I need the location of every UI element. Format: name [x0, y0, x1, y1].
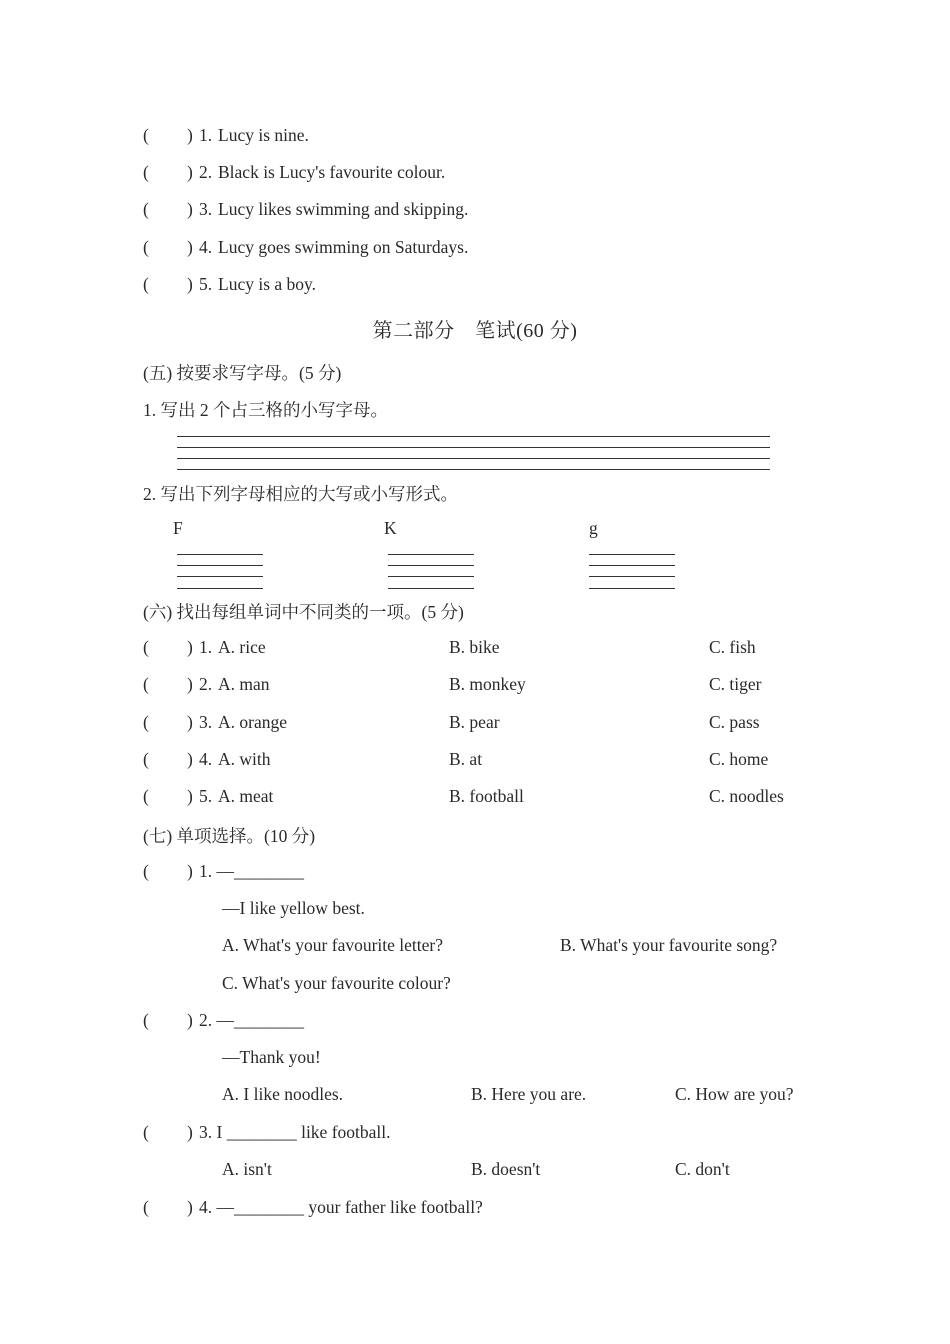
letter-prompt: g — [589, 518, 598, 538]
answer-paren-close: ) — [187, 162, 193, 182]
option-b: B. doesn't — [471, 1159, 541, 1179]
answer-paren-open: ( — [143, 786, 149, 806]
answer-paren-close: ) — [187, 712, 193, 732]
answer-paren-open: ( — [143, 712, 149, 732]
letter-grid-K[interactable] — [388, 554, 474, 590]
part-title: 第二部分 笔试(60 分) — [372, 320, 578, 342]
option-a: A. isn't — [222, 1159, 272, 1179]
item-number: 4. — [199, 237, 213, 257]
option-a: A. What's your favourite letter? — [222, 935, 444, 955]
option-c: C. noodles — [709, 786, 784, 806]
question-stem: 1. —________ — [199, 861, 304, 881]
item-text: Black is Lucy's favourite colour. — [218, 162, 446, 182]
option-a: A. I like noodles. — [222, 1084, 344, 1104]
option-b: B. pear — [449, 712, 500, 732]
option-a: A. orange — [218, 712, 288, 732]
item-number: 3. — [199, 712, 213, 732]
section-heading: (六) 找出每组单词中不同类的一项。(5 分) — [143, 602, 464, 622]
option-b: B. at — [449, 749, 483, 769]
answer-paren-open: ( — [143, 674, 149, 694]
answer-paren-close: ) — [187, 861, 193, 881]
option-c: C. What's your favourite colour? — [222, 973, 451, 993]
question-stem: 3. I ________ like football. — [199, 1122, 391, 1142]
answer-paren-open: ( — [143, 861, 149, 881]
answer-paren-close: ) — [187, 637, 193, 657]
answer-paren-open: ( — [143, 1122, 149, 1142]
letter-grid-g[interactable] — [589, 554, 675, 590]
option-c: C. don't — [675, 1159, 730, 1179]
option-b: B. Here you are. — [471, 1084, 587, 1104]
answer-paren-open: ( — [143, 162, 149, 182]
option-b: B. bike — [449, 637, 500, 657]
option-a: A. man — [218, 674, 270, 694]
answer-paren-close: ) — [187, 1197, 193, 1217]
item-number: 5. — [199, 274, 213, 294]
item-number: 4. — [199, 749, 213, 769]
section-heading: (七) 单项选择。(10 分) — [143, 826, 316, 846]
answer-paren-open: ( — [143, 199, 149, 219]
answer-paren-open: ( — [143, 1197, 149, 1217]
answer-paren-open: ( — [143, 125, 149, 145]
item-number: 1. — [199, 125, 213, 145]
option-a: A. rice — [218, 637, 266, 657]
letter-prompt: F — [173, 518, 183, 538]
question-stem: 4. —________ your father like football? — [199, 1197, 483, 1217]
dialogue-reply: —Thank you! — [222, 1047, 321, 1067]
option-c: C. home — [709, 749, 769, 769]
option-b: B. football — [449, 786, 524, 806]
answer-paren-close: ) — [187, 1010, 193, 1030]
answer-paren-open: ( — [143, 1010, 149, 1030]
letter-prompt: K — [384, 518, 397, 538]
option-a: A. meat — [218, 786, 274, 806]
option-b: B. What's your favourite song? — [560, 935, 778, 955]
item-text: Lucy is a boy. — [218, 274, 317, 294]
dialogue-reply: —I like yellow best. — [222, 898, 365, 918]
question-text: 1. 写出 2 个占三格的小写字母。 — [143, 400, 388, 420]
section-heading: (五) 按要求写字母。(5 分) — [143, 363, 342, 383]
answer-paren-open: ( — [143, 749, 149, 769]
option-c: C. fish — [709, 637, 756, 657]
question-stem: 2. —________ — [199, 1010, 304, 1030]
item-number: 3. — [199, 199, 213, 219]
option-a: A. with — [218, 749, 271, 769]
option-b: B. monkey — [449, 674, 526, 694]
item-number: 5. — [199, 786, 213, 806]
answer-paren-close: ) — [187, 125, 193, 145]
answer-paren-open: ( — [143, 237, 149, 257]
four-line-grid[interactable] — [177, 436, 770, 470]
option-c: C. tiger — [709, 674, 762, 694]
letter-grid-F[interactable] — [177, 554, 263, 590]
answer-paren-close: ) — [187, 749, 193, 769]
item-number: 1. — [199, 637, 213, 657]
option-c: C. How are you? — [675, 1084, 794, 1104]
answer-paren-close: ) — [187, 237, 193, 257]
answer-paren-close: ) — [187, 199, 193, 219]
answer-paren-close: ) — [187, 274, 193, 294]
question-text: 2. 写出下列字母相应的大写或小写形式。 — [143, 484, 458, 504]
answer-paren-close: ) — [187, 786, 193, 806]
answer-paren-close: ) — [187, 674, 193, 694]
answer-paren-open: ( — [143, 637, 149, 657]
answer-paren-open: ( — [143, 274, 149, 294]
item-text: Lucy likes swimming and skipping. — [218, 199, 469, 219]
answer-paren-close: ) — [187, 1122, 193, 1142]
item-text: Lucy is nine. — [218, 125, 309, 145]
item-number: 2. — [199, 674, 213, 694]
item-text: Lucy goes swimming on Saturdays. — [218, 237, 469, 257]
option-c: C. pass — [709, 712, 760, 732]
item-number: 2. — [199, 162, 213, 182]
